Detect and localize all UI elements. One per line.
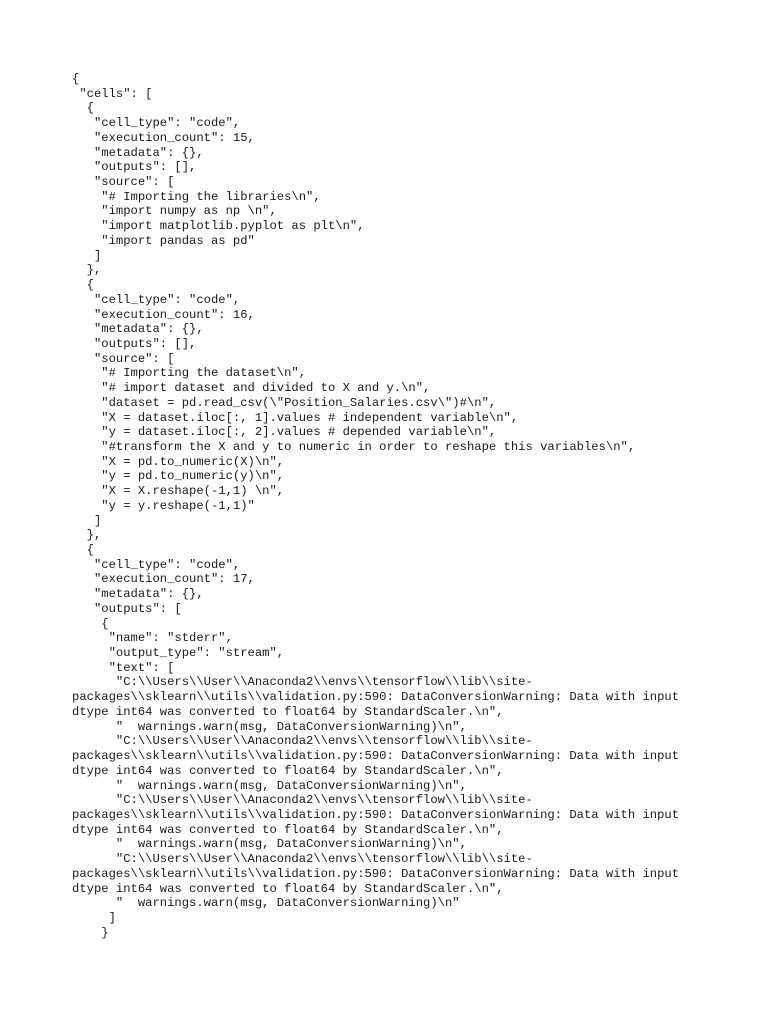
code-line: "outputs": [ [72,601,182,616]
code-line: dtype int64 was converted to float64 by StandardScaler.\n", [72,822,504,837]
code-line: "cells": [ [72,86,153,101]
code-line: "metadata": {}, [72,587,204,602]
code-line: "import matplotlib.pyplot as plt\n", [72,219,365,234]
code-line: { [72,278,94,293]
code-line: " warnings.warn(msg, DataConversionWarning)\n" [72,896,460,911]
code-line: { [72,72,80,86]
code-line: "text": [ [72,660,175,675]
code-block [72,72,752,940]
code-line: }, [72,528,102,543]
code-line: { [72,616,109,631]
code-line: "# Importing the libraries\n", [72,189,321,204]
code-line: dtype int64 was converted to float64 by StandardScaler.\n", [72,704,504,719]
code-line: ] [72,910,116,925]
code-line: ] [72,248,102,263]
code-line: "outputs": [], [72,160,197,175]
code-line: "C:\\Users\\User\\Anaconda2\\envs\\tensorflow\\lib\\site- [72,852,533,867]
code-line: "y = dataset.iloc[:, 2].values # depended variable\n", [72,425,497,440]
code-line: "C:\\Users\\User\\Anaconda2\\envs\\tensorflow\\lib\\site- [72,793,533,808]
code-line: "y = y.reshape(-1,1)" [72,498,255,513]
code-line: packages\\sklearn\\utils\\validation.py:590: DataConversionWarning: Data with input [72,866,680,881]
code-line: "dataset = pd.read_csv(\"Position_Salaries.csv\")#\n", [72,395,497,410]
code-line: "X = dataset.iloc[:, 1].values # independent variable\n", [72,410,519,425]
code-line: "import pandas as pd" [72,233,255,248]
code-line: "cell_type": "code", [72,292,241,307]
code-line: " warnings.warn(msg, DataConversionWarning)\n", [72,719,467,734]
code-line: dtype int64 was converted to float64 by StandardScaler.\n", [72,763,504,778]
code-line: "execution_count": 17, [72,572,255,587]
code-line: { [72,101,94,116]
code-line: ] [72,513,102,528]
code-line: "outputs": [], [72,336,197,351]
code-line: "output_type": "stream", [72,646,285,661]
code-line: "name": "stderr", [72,631,233,646]
code-line: "source": [ [72,351,175,366]
code-line: "C:\\Users\\User\\Anaconda2\\envs\\tensorflow\\lib\\site- [72,734,533,749]
code-line: " warnings.warn(msg, DataConversionWarning)\n", [72,778,467,793]
code-line: "#transform the X and y to numeric in order to reshape this variables\n", [72,439,636,454]
code-line: "C:\\Users\\User\\Anaconda2\\envs\\tensorflow\\lib\\site- [72,675,533,690]
code-line: "cell_type": "code", [72,557,241,572]
code-line: "execution_count": 16, [72,307,255,322]
code-line: "execution_count": 15, [72,130,255,145]
code-line: packages\\sklearn\\utils\\validation.py:590: DataConversionWarning: Data with input [72,690,680,705]
code-line: } [72,925,109,940]
code-line: "y = pd.to_numeric(y)\n", [72,469,285,484]
code-line: "source": [ [72,175,175,190]
code-line: "X = X.reshape(-1,1) \n", [72,484,285,499]
code-line: dtype int64 was converted to float64 by StandardScaler.\n", [72,881,504,896]
code-line: "import numpy as np \n", [72,204,277,219]
code-line: "cell_type": "code", [72,116,241,131]
code-line: "metadata": {}, [72,322,204,337]
code-line: packages\\sklearn\\utils\\validation.py:590: DataConversionWarning: Data with input [72,749,680,764]
code-line: "X = pd.to_numeric(X)\n", [72,454,285,469]
code-line: "# Importing the dataset\n", [72,366,307,381]
code-line: " warnings.warn(msg, DataConversionWarning)\n", [72,837,467,852]
code-line: }, [72,263,102,278]
code-line: "metadata": {}, [72,145,204,160]
code-line: packages\\sklearn\\utils\\validation.py:590: DataConversionWarning: Data with input [72,807,680,822]
code-line: { [72,543,94,557]
code-line: "# import dataset and divided to X and y.\n", [72,381,431,396]
